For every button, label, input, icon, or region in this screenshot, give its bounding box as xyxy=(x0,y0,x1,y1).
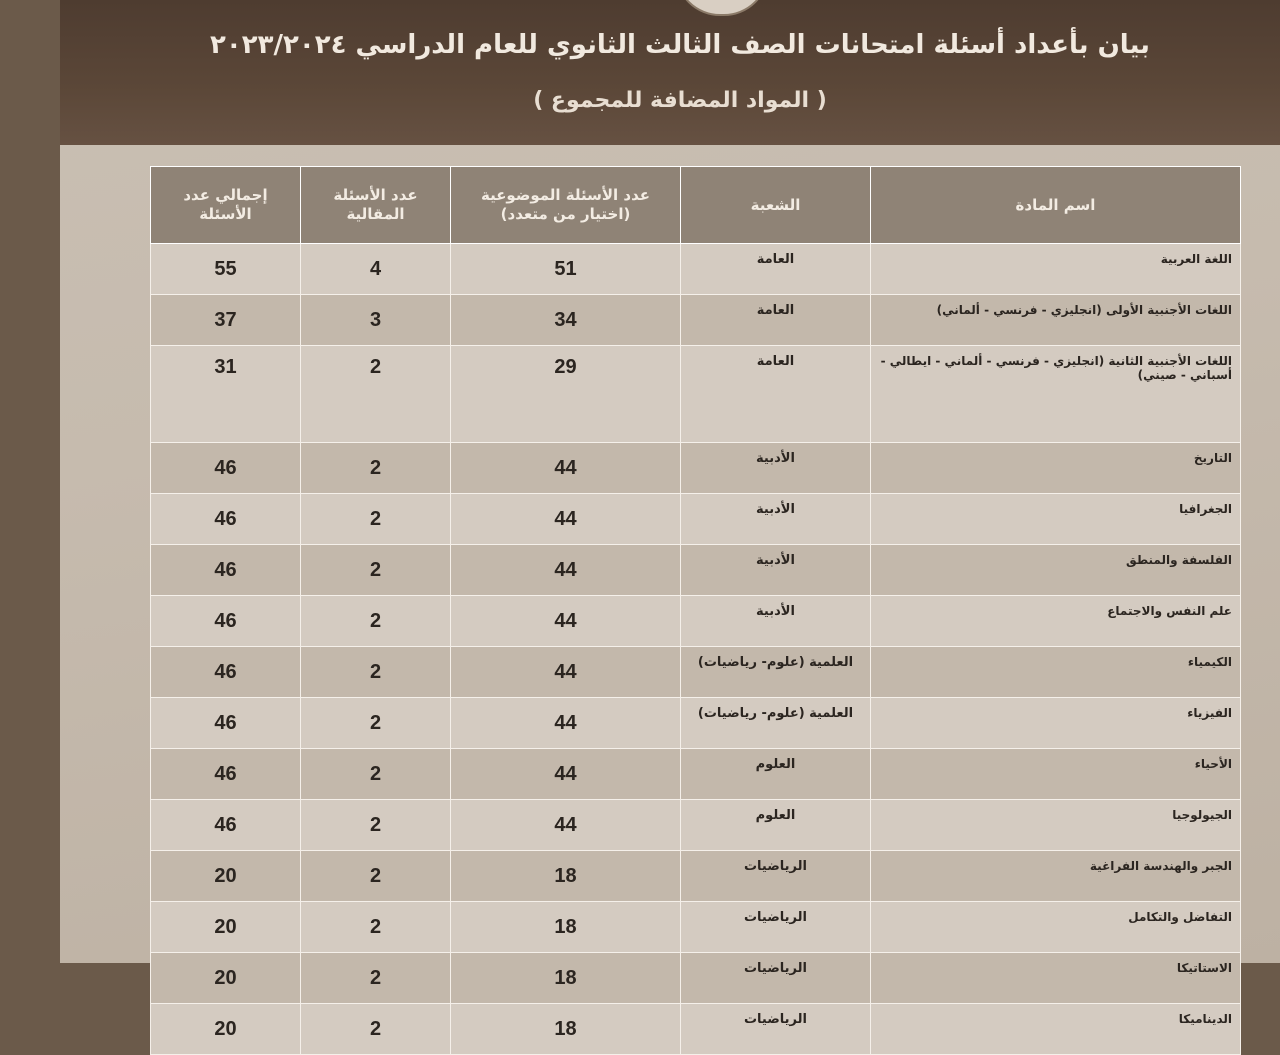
column-header-subject: اسم المادة xyxy=(871,167,1241,244)
branch-cell: الرياضيات xyxy=(681,1004,871,1055)
subject-cell: اللغات الأجنبية الثانية (انجليزي - فرنسي - ألماني - ايطالي - أسباني - صيني) xyxy=(871,346,1241,443)
column-header-total: إجمالي عدد الأسئلة xyxy=(151,167,301,244)
total-count-cell: 20 xyxy=(151,953,301,1004)
objective-count-cell: 44 xyxy=(451,647,681,698)
document-page xyxy=(60,0,1280,1040)
objective-count-cell: 44 xyxy=(451,698,681,749)
document-subtitle: ( المواد المضافة للمجموع ) xyxy=(533,88,827,113)
total-count-cell: 46 xyxy=(151,494,301,545)
objective-count-cell: 29 xyxy=(451,346,681,443)
branch-cell: الأدبية xyxy=(681,494,871,545)
total-count-cell: 20 xyxy=(151,851,301,902)
subject-cell: الفيزياء xyxy=(871,698,1241,749)
ministry-seal-icon xyxy=(675,0,769,16)
subject-cell: الجبر والهندسة الفراغية xyxy=(871,851,1241,902)
essay-count-cell: 2 xyxy=(301,647,451,698)
essay-count-cell: 2 xyxy=(301,1004,451,1055)
essay-count-cell: 4 xyxy=(301,244,451,295)
objective-count-cell: 18 xyxy=(451,902,681,953)
branch-cell: العامة xyxy=(681,346,871,443)
table-row xyxy=(151,647,1241,698)
objective-count-cell: 18 xyxy=(451,851,681,902)
subject-cell: الجيولوجيا xyxy=(871,800,1241,851)
subject-cell: الديناميكا xyxy=(871,1004,1241,1055)
branch-cell: الرياضيات xyxy=(681,953,871,1004)
essay-count-cell: 2 xyxy=(301,545,451,596)
column-header-objective: عدد الأسئلة الموضوعية (اختيار من متعدد) xyxy=(451,167,681,244)
subject-cell: اللغات الأجنبية الأولى (انجليزي - فرنسي - ألماني) xyxy=(871,295,1241,346)
total-count-cell: 46 xyxy=(151,443,301,494)
column-header-branch: الشعبة xyxy=(681,167,871,244)
table-row xyxy=(151,1004,1241,1055)
total-count-cell: 46 xyxy=(151,800,301,851)
objective-count-cell: 44 xyxy=(451,443,681,494)
objective-count-cell: 44 xyxy=(451,800,681,851)
essay-count-cell: 2 xyxy=(301,698,451,749)
objective-count-cell: 44 xyxy=(451,494,681,545)
total-count-cell: 31 xyxy=(151,346,301,443)
branch-cell: العلمية (علوم- رياضيات) xyxy=(681,647,871,698)
table-row xyxy=(151,443,1241,494)
branch-cell: الرياضيات xyxy=(681,902,871,953)
exam-questions-table xyxy=(150,166,1241,1055)
essay-count-cell: 2 xyxy=(301,953,451,1004)
table-header-row xyxy=(151,167,1241,244)
total-count-cell: 46 xyxy=(151,545,301,596)
document-title: بيان بأعداد أسئلة امتحانات الصف الثالث الثانوي للعام الدراسي ٢٠٢٣/٢٠٢٤ xyxy=(210,30,1150,60)
document-header xyxy=(60,0,1280,145)
total-count-cell: 46 xyxy=(151,647,301,698)
essay-count-cell: 2 xyxy=(301,851,451,902)
table-row xyxy=(151,749,1241,800)
total-count-cell: 46 xyxy=(151,698,301,749)
table-row xyxy=(151,902,1241,953)
essay-count-cell: 2 xyxy=(301,800,451,851)
objective-count-cell: 44 xyxy=(451,596,681,647)
essay-count-cell: 2 xyxy=(301,494,451,545)
total-count-cell: 37 xyxy=(151,295,301,346)
objective-count-cell: 18 xyxy=(451,953,681,1004)
table-row xyxy=(151,494,1241,545)
subject-cell: الجغرافيا xyxy=(871,494,1241,545)
table-row xyxy=(151,295,1241,346)
essay-count-cell: 2 xyxy=(301,749,451,800)
essay-count-cell: 2 xyxy=(301,443,451,494)
subject-cell: التفاضل والتكامل xyxy=(871,902,1241,953)
objective-count-cell: 34 xyxy=(451,295,681,346)
essay-count-cell: 2 xyxy=(301,346,451,443)
table-row xyxy=(151,698,1241,749)
objective-count-cell: 51 xyxy=(451,244,681,295)
subject-cell: الاستاتيكا xyxy=(871,953,1241,1004)
branch-cell: العامة xyxy=(681,295,871,346)
table-row xyxy=(151,800,1241,851)
objective-count-cell: 18 xyxy=(451,1004,681,1055)
table-row xyxy=(151,244,1241,295)
table-row xyxy=(151,346,1241,443)
table-row xyxy=(151,953,1241,1004)
branch-cell: الأدبية xyxy=(681,545,871,596)
table-row xyxy=(151,596,1241,647)
table-row xyxy=(151,851,1241,902)
essay-count-cell: 2 xyxy=(301,902,451,953)
objective-count-cell: 44 xyxy=(451,749,681,800)
table-row xyxy=(151,545,1241,596)
branch-cell: الرياضيات xyxy=(681,851,871,902)
branch-cell: الأدبية xyxy=(681,443,871,494)
total-count-cell: 20 xyxy=(151,1004,301,1055)
branch-cell: العلوم xyxy=(681,800,871,851)
branch-cell: الأدبية xyxy=(681,596,871,647)
total-count-cell: 20 xyxy=(151,902,301,953)
total-count-cell: 46 xyxy=(151,596,301,647)
branch-cell: العلوم xyxy=(681,749,871,800)
branch-cell: العلمية (علوم- رياضيات) xyxy=(681,698,871,749)
objective-count-cell: 44 xyxy=(451,545,681,596)
essay-count-cell: 2 xyxy=(301,596,451,647)
subject-cell: الأحياء xyxy=(871,749,1241,800)
subject-cell: اللغة العربية xyxy=(871,244,1241,295)
column-header-essay: عدد الأسئلة المقالية xyxy=(301,167,451,244)
total-count-cell: 55 xyxy=(151,244,301,295)
subject-cell: الكيمياء xyxy=(871,647,1241,698)
subject-cell: الفلسفة والمنطق xyxy=(871,545,1241,596)
branch-cell: العامة xyxy=(681,244,871,295)
total-count-cell: 46 xyxy=(151,749,301,800)
subject-cell: علم النفس والاجتماع xyxy=(871,596,1241,647)
subject-cell: التاريخ xyxy=(871,443,1241,494)
essay-count-cell: 3 xyxy=(301,295,451,346)
